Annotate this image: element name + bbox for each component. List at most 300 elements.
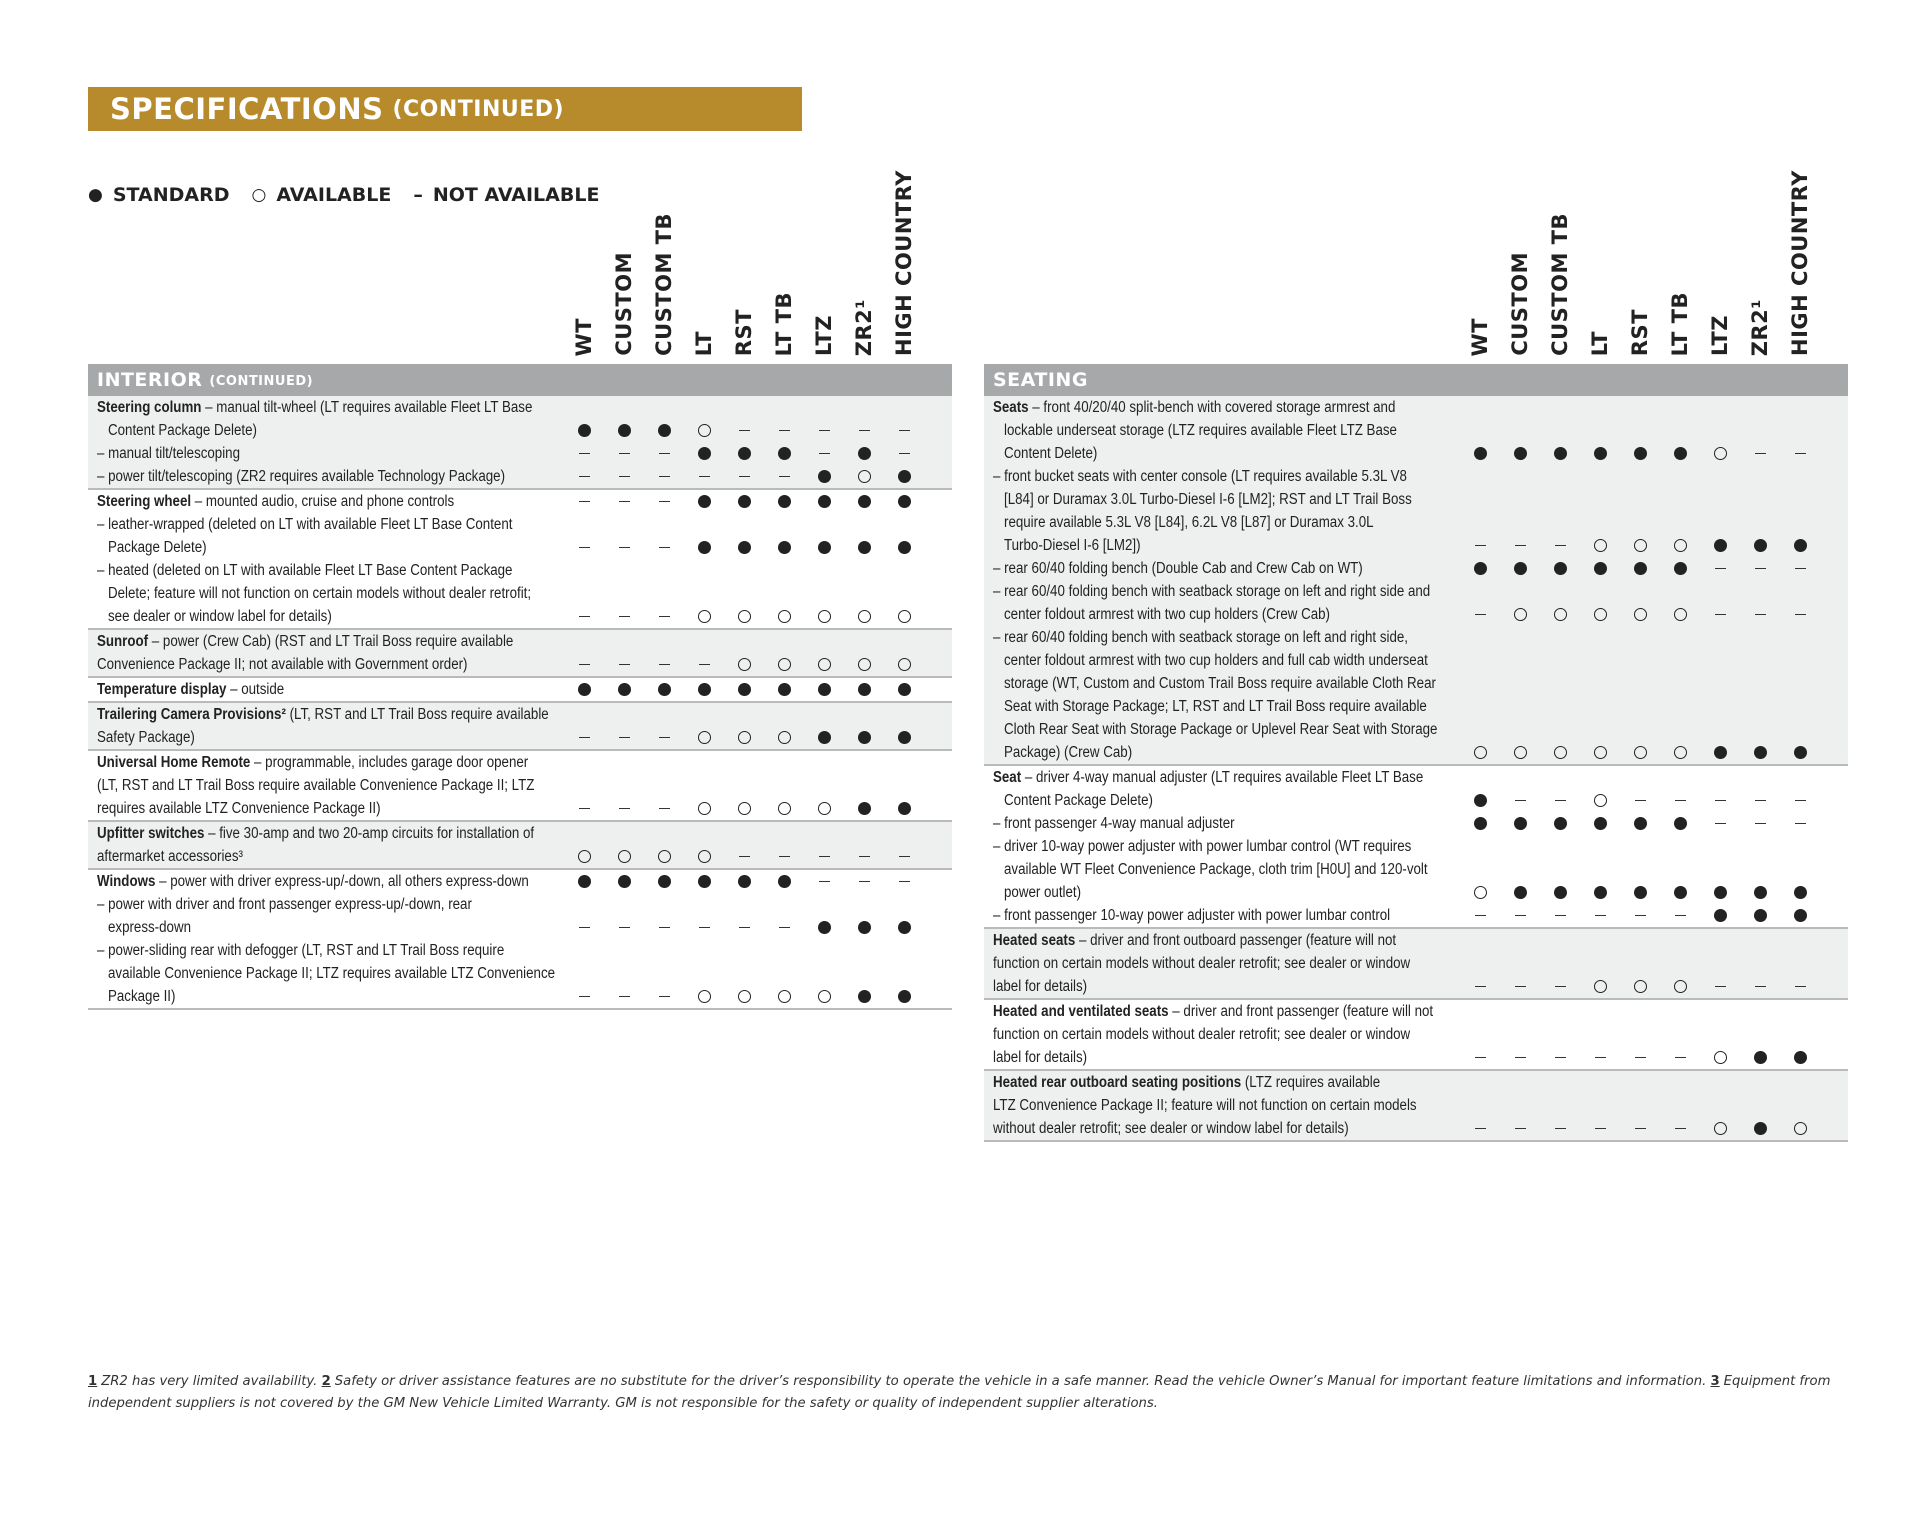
seating-row-line (984, 1000, 1848, 1023)
interior-table-row (88, 822, 952, 870)
interior-row-text (108, 607, 538, 626)
interior-table-row (88, 751, 952, 822)
available-circle-icon (858, 470, 871, 483)
interior-row-text (97, 467, 527, 486)
standard-dot-icon (778, 541, 791, 554)
seating-mark-high-country (1780, 884, 1820, 901)
seating-mark-custom (1500, 445, 1540, 462)
interior-mark-lt (684, 493, 724, 510)
not-available-dash-icon (1555, 1057, 1566, 1059)
feature-description: – rear 60/40 folding bench (Double Cab and Crew Cab on WT) (993, 560, 1363, 577)
standard-dot-icon (1634, 817, 1647, 830)
seating-mark-zr2- (1740, 884, 1780, 901)
feature-description: – leather-wrapped (deleted on LT with available Fleet LT Base Content (97, 516, 513, 533)
interior-mark-high-country (884, 422, 924, 439)
seating-mark-custom (1500, 907, 1540, 924)
seating-mark-wt (1460, 606, 1500, 623)
feature-description: without dealer retrofit; see dealer or window label for details) (993, 1120, 1349, 1137)
seating-mark-high-country (1780, 1049, 1820, 1066)
seating-mark-custom-tb (1540, 792, 1580, 809)
not-available-dash-icon (1595, 915, 1606, 917)
seating-row-text (993, 931, 1423, 950)
standard-dot-icon (1594, 817, 1607, 830)
interior-mark-lt-tb (764, 988, 804, 1005)
feature-description: LTZ Convenience Package II; feature will not function on certain models (993, 1097, 1417, 1114)
interior-mark-wt (564, 539, 604, 556)
standard-dot-icon (1794, 909, 1807, 922)
interior-colhead-0 (564, 176, 604, 356)
feature-description: – power-sliding rear with defogger (LT, RST and LT Trail Boss require (97, 942, 505, 959)
not-available-dash-icon (1635, 1057, 1646, 1059)
interior-mark-lt (684, 681, 724, 698)
not-available-dash-icon (1515, 986, 1526, 988)
seating-mark-custom (1500, 1049, 1540, 1066)
available-circle-icon (618, 850, 631, 863)
seating-mark-custom (1500, 744, 1540, 761)
not-available-dash-icon (1715, 800, 1726, 802)
feature-description: – power with driver and front passenger express-up/-down, rear (97, 896, 472, 913)
seating-colhead-6 (1700, 176, 1740, 356)
interior-row-text (108, 987, 538, 1006)
interior-rows (88, 396, 952, 1010)
interior-mark-ltz (804, 681, 844, 698)
seating-mark-rst (1620, 445, 1660, 462)
seating-colhead-label: CUSTOM (1508, 252, 1532, 356)
interior-mark-high-country (884, 445, 924, 462)
available-circle-icon (1634, 539, 1647, 552)
seating-row-text (993, 1096, 1423, 1115)
interior-mark-wt (564, 608, 604, 625)
not-available-dash-icon (1755, 614, 1766, 616)
standard-dot-icon (1674, 447, 1687, 460)
available-circle-icon (1474, 746, 1487, 759)
not-available-dash-icon (779, 927, 790, 929)
footnote-number: 3 (1710, 1374, 1720, 1389)
seating-mark-zr2- (1740, 907, 1780, 924)
interior-mark-lt-tb (764, 919, 804, 936)
interior-mark-high-country (884, 608, 924, 625)
available-circle-icon (1634, 980, 1647, 993)
not-available-dash-icon (779, 856, 790, 858)
seating-row-line (984, 557, 1848, 580)
interior-mark-lt (684, 729, 724, 746)
not-available-dash-icon (1515, 915, 1526, 917)
interior-row-text (97, 776, 535, 795)
standard-dot-icon (898, 541, 911, 554)
seating-mark-wt (1460, 884, 1500, 901)
seating-mark-custom-tb (1540, 978, 1580, 995)
seating-row-text (1004, 605, 1434, 624)
seating-colhead-8 (1780, 170, 1820, 356)
interior-row-line (88, 559, 952, 582)
interior-table-row (88, 678, 952, 703)
interior-colhead-5 (764, 176, 804, 356)
seating-mark-high-country (1780, 606, 1820, 623)
feature-description: Content Package Delete) (108, 422, 257, 439)
legend-standard-label: STANDARD (112, 184, 230, 206)
not-available-dash-icon (659, 737, 670, 739)
feature-description: – front passenger 4-way manual adjuster (993, 815, 1235, 832)
standard-dot-icon (898, 802, 911, 815)
seating-colhead-4 (1620, 176, 1660, 356)
seating-mark-lt-tb (1660, 907, 1700, 924)
interior-mark-wt (564, 800, 604, 817)
seating-row-text (1004, 444, 1434, 463)
interior-row-line (88, 726, 952, 749)
footnote-1 (88, 1374, 317, 1389)
interior-mark-custom-tb (644, 445, 684, 462)
interior-colhead-label: WT (572, 317, 596, 356)
available-circle-icon (698, 424, 711, 437)
interior-colhead-label: LT (692, 330, 716, 356)
seating-mark-wt (1460, 815, 1500, 832)
interior-mark-lt (684, 873, 724, 890)
seating-colhead-label: ZR2¹ (1748, 298, 1772, 356)
interior-mark-rst (724, 988, 764, 1005)
seating-rows (984, 396, 1848, 1142)
standard-dot-icon (738, 495, 751, 508)
not-available-dash-icon (1755, 800, 1766, 802)
interior-row-line (88, 962, 952, 985)
feature-description: – driver and front passenger (feature will not (1168, 1003, 1434, 1020)
interior-mark-custom (604, 848, 644, 865)
seating-colhead-7 (1740, 176, 1780, 356)
feature-description: – manual tilt/telescoping (97, 445, 241, 462)
standard-dot-icon (898, 495, 911, 508)
available-circle-icon (1634, 746, 1647, 759)
interior-row-line (88, 442, 952, 465)
standard-dot-icon (1514, 447, 1527, 460)
interior-mark-lt (684, 539, 724, 556)
not-available-dash-icon (579, 547, 590, 549)
interior-row-line (88, 396, 952, 419)
interior-row-line (88, 653, 952, 676)
seating-mark-wt (1460, 792, 1500, 809)
seating-mark-ltz (1700, 445, 1740, 462)
feature-name: Heated rear outboard seating positions (993, 1074, 1242, 1091)
seating-row-line (984, 718, 1848, 741)
feature-description: (LTZ requires available (1241, 1074, 1381, 1091)
interior-row-line (88, 490, 952, 513)
standard-dot-icon (1634, 886, 1647, 899)
seating-row-line (984, 904, 1848, 927)
interior-mark-lt-tb (764, 422, 804, 439)
available-circle-icon (698, 610, 711, 623)
interior-row-line (88, 536, 952, 559)
standard-dot-icon (1474, 562, 1487, 575)
not-available-dash-icon (1795, 800, 1806, 802)
seating-row-text (993, 1025, 1423, 1044)
available-circle-icon (1714, 447, 1727, 460)
seating-mark-custom-tb (1540, 815, 1580, 832)
not-available-dash-icon (619, 737, 630, 739)
available-circle-icon (1594, 539, 1607, 552)
standard-dot-icon (738, 683, 751, 696)
interior-row-text (97, 941, 527, 960)
standard-dot-icon (578, 875, 591, 888)
seating-colhead-label: WT (1468, 317, 1492, 356)
seating-row-text (993, 398, 1423, 417)
interior-mark-high-country (884, 988, 924, 1005)
not-available-dash-icon (1795, 453, 1806, 455)
interior-mark-ltz (804, 468, 844, 485)
standard-dot-icon (858, 447, 871, 460)
feature-description: function on certain models without dealer retrofit; see dealer or window (993, 1026, 1411, 1043)
standard-dot-icon (818, 495, 831, 508)
interior-mark-high-country (884, 873, 924, 890)
seating-colhead-1 (1500, 176, 1540, 356)
footnotes (88, 1371, 1868, 1415)
interior-row-line (88, 985, 952, 1008)
interior-mark-lt (684, 468, 724, 485)
feature-description: Content Package Delete) (1004, 792, 1153, 809)
standard-dot-icon (1674, 562, 1687, 575)
footnote-text: Equipment from independent suppliers is not covered by the GM New Vehicle Limited Warranty. GM is not responsible for the safety or quality of independent supplier alterations. (88, 1374, 1831, 1411)
available-circle-icon (658, 850, 671, 863)
feature-description: – five 30-amp and two 20-amp circuits for installation of (204, 825, 535, 842)
interior-mark-zr2- (844, 539, 884, 556)
standard-dot-icon (658, 875, 671, 888)
seating-mark-ltz (1700, 1049, 1740, 1066)
standard-dot-icon (858, 541, 871, 554)
standard-dot-icon (858, 495, 871, 508)
seating-mark-high-country (1780, 1120, 1820, 1137)
seating-mark-high-country (1780, 744, 1820, 761)
not-available-dash-icon (579, 927, 590, 929)
interior-row-text (97, 632, 527, 651)
feature-description: – driver 10-way power adjuster with power lumbar control (WT requires (993, 838, 1412, 855)
interior-colhead-label: RST (732, 308, 756, 356)
interior-row-text (108, 964, 556, 983)
interior-mark-wt (564, 848, 604, 865)
standard-dot-icon (578, 683, 591, 696)
interior-mark-rst (724, 445, 764, 462)
feature-description: – front passenger 10-way power adjuster with power lumbar control (993, 907, 1391, 924)
feature-description: storage (WT, Custom and Custom Trail Boss require available Cloth Rear (1004, 675, 1436, 692)
feature-description: label for details) (993, 978, 1088, 995)
interior-mark-wt (564, 656, 604, 673)
seating-mark-zr2- (1740, 792, 1780, 809)
seating-table-row (984, 1071, 1848, 1142)
seating-mark-custom (1500, 560, 1540, 577)
standard-dot-icon (818, 470, 831, 483)
seating-row-line (984, 649, 1848, 672)
standard-dot-icon (698, 875, 711, 888)
standard-dot-icon (898, 990, 911, 1003)
seating-mark-lt (1580, 978, 1620, 995)
seating-mark-wt (1460, 1049, 1500, 1066)
standard-dot-icon (698, 683, 711, 696)
footnote-text: ZR2 has very limited availability. (101, 1374, 318, 1389)
not-available-dash-icon (899, 856, 910, 858)
not-available-dash-icon (619, 996, 630, 998)
seating-mark-wt (1460, 1120, 1500, 1137)
seating-row-line (984, 929, 1848, 952)
interior-mark-rst (724, 729, 764, 746)
interior-row-line (88, 513, 952, 536)
seating-row-line (984, 881, 1848, 904)
interior-mark-high-country (884, 848, 924, 865)
not-available-dash-icon (1755, 986, 1766, 988)
seating-mark-custom-tb (1540, 1049, 1580, 1066)
feature-description: Safety Package) (97, 729, 195, 746)
seating-mark-lt-tb (1660, 445, 1700, 462)
not-available-dash-icon (899, 453, 910, 455)
feature-description: require available 5.3L V8 [L84], 6.2L V8 [L87] or Duramax 3.0L (1004, 514, 1374, 531)
standard-dot-icon (898, 921, 911, 934)
not-available-dash-icon (1555, 915, 1566, 917)
seating-mark-custom (1500, 606, 1540, 623)
interior-row-line (88, 893, 952, 916)
not-available-dash-icon (1715, 568, 1726, 570)
not-available-dash-icon (819, 881, 830, 883)
available-circle-icon (1674, 980, 1687, 993)
feature-description: aftermarket accessories³ (97, 848, 243, 865)
standard-dot-icon (1514, 886, 1527, 899)
interior-mark-lt (684, 848, 724, 865)
feature-description: – mounted audio, cruise and phone controls (191, 493, 455, 510)
interior-row-text (97, 444, 527, 463)
standard-dot-icon (818, 683, 831, 696)
not-available-dash-icon (1475, 614, 1486, 616)
seating-mark-ltz (1700, 744, 1740, 761)
interior-row-line (88, 678, 952, 701)
interior-mark-lt-tb (764, 608, 804, 625)
seating-row-line (984, 741, 1848, 764)
seating-mark-custom-tb (1540, 560, 1580, 577)
standard-dot-icon (1754, 886, 1767, 899)
interior-row-text (97, 705, 549, 724)
not-available-dash-icon (619, 501, 630, 503)
interior-mark-custom (604, 445, 644, 462)
standard-dot-icon (1714, 539, 1727, 552)
available-circle-icon (778, 802, 791, 815)
not-available-dash-icon (659, 664, 670, 666)
interior-mark-custom (604, 608, 644, 625)
available-circle-icon (738, 990, 751, 1003)
interior-mark-ltz (804, 919, 844, 936)
interior-mark-ltz (804, 422, 844, 439)
seating-mark-rst (1620, 606, 1660, 623)
not-available-dash-icon (1475, 1057, 1486, 1059)
interior-mark-wt (564, 493, 604, 510)
interior-colhead-label: CUSTOM (612, 252, 636, 356)
not-available-dash-icon (659, 476, 670, 478)
seating-row-text (993, 1073, 1423, 1092)
standard-dot-icon (1594, 447, 1607, 460)
interior-colhead-label: HIGH COUNTRY (892, 170, 916, 356)
interior-row-line (88, 822, 952, 845)
not-available-dash-icon (1635, 800, 1646, 802)
standard-dot-icon (1754, 539, 1767, 552)
banner-subtitle: (CONTINUED) (392, 96, 565, 122)
not-available-dash-icon (1755, 453, 1766, 455)
seating-row-line (984, 534, 1848, 557)
seating-row-line (984, 695, 1848, 718)
interior-mark-high-country (884, 681, 924, 698)
seating-section-header (984, 364, 1848, 396)
standard-dot-icon (1594, 886, 1607, 899)
interior-table-row (88, 396, 952, 490)
seating-mark-lt-tb (1660, 978, 1700, 995)
available-circle-icon (1594, 980, 1607, 993)
interior-mark-wt (564, 681, 604, 698)
not-available-dash-icon (1555, 800, 1566, 802)
seating-mark-lt (1580, 606, 1620, 623)
feature-description: available Convenience Package II; LTZ requires available LTZ Convenience (108, 965, 556, 982)
not-available-dash-icon (659, 616, 670, 618)
interior-table-row (88, 703, 952, 751)
not-available-dash-icon (859, 856, 870, 858)
seating-mark-lt-tb (1660, 537, 1700, 554)
standard-dot-icon (698, 541, 711, 554)
standard-dot-icon (818, 541, 831, 554)
feature-description: – rear 60/40 folding bench with seatback storage on left and right side, (993, 629, 1408, 646)
seating-row-text (1004, 720, 1438, 739)
feature-description: available WT Fleet Convenience Package, cloth trim [H0U] and 120-volt (1004, 861, 1428, 878)
seating-mark-ltz (1700, 537, 1740, 554)
seating-colhead-label: LTZ (1708, 315, 1732, 356)
seating-mark-zr2- (1740, 978, 1780, 995)
feature-description: – heated (deleted on LT with available Fleet LT Base Content Package (97, 562, 513, 579)
feature-name: Steering column (97, 399, 202, 416)
not-available-dash-icon (1515, 1057, 1526, 1059)
interior-mark-lt-tb (764, 848, 804, 865)
seating-table-row (984, 1000, 1848, 1071)
not-available-dash-icon (659, 501, 670, 503)
not-available-dash-icon (1635, 1128, 1646, 1130)
not-available-dash-icon (1475, 1128, 1486, 1130)
interior-mark-rst (724, 493, 764, 510)
interior-mark-zr2- (844, 919, 884, 936)
not-available-dash-icon (579, 808, 590, 810)
feature-description: Package) (Crew Cab) (1004, 744, 1133, 761)
seating-row-line (984, 419, 1848, 442)
not-available-dash-icon (1595, 1128, 1606, 1130)
seating-table-row (984, 396, 1848, 766)
standard-dot-icon (1514, 562, 1527, 575)
seating-row-text (1004, 674, 1434, 693)
interior-mark-ltz (804, 539, 844, 556)
available-circle-icon (1714, 1122, 1727, 1135)
interior-mark-rst (724, 422, 764, 439)
seating-mark-lt (1580, 1120, 1620, 1137)
seating-mark-custom (1500, 884, 1540, 901)
seating-colhead-5 (1660, 176, 1700, 356)
not-available-dash-icon (1555, 545, 1566, 547)
interior-row-text (97, 872, 527, 891)
interior-mark-custom (604, 729, 644, 746)
interior-row-line (88, 939, 952, 962)
interior-mark-high-country (884, 800, 924, 817)
banner-title: SPECIFICATIONS (110, 92, 384, 126)
not-available-dash-icon (859, 881, 870, 883)
seating-row-text (993, 814, 1423, 833)
seating-mark-lt (1580, 1049, 1620, 1066)
seating-colhead-label: LT (1588, 330, 1612, 356)
interior-mark-ltz (804, 873, 844, 890)
feature-description: Package II) (108, 988, 176, 1005)
seating-mark-lt (1580, 445, 1620, 462)
seating-mark-custom-tb (1540, 907, 1580, 924)
seating-row-text (1004, 490, 1434, 509)
interior-mark-wt (564, 873, 604, 890)
seating-mark-rst (1620, 815, 1660, 832)
standard-dot-icon (1674, 817, 1687, 830)
feature-description: power outlet) (1004, 884, 1082, 901)
interior-row-line (88, 605, 952, 628)
seating-colhead-label: RST (1628, 308, 1652, 356)
